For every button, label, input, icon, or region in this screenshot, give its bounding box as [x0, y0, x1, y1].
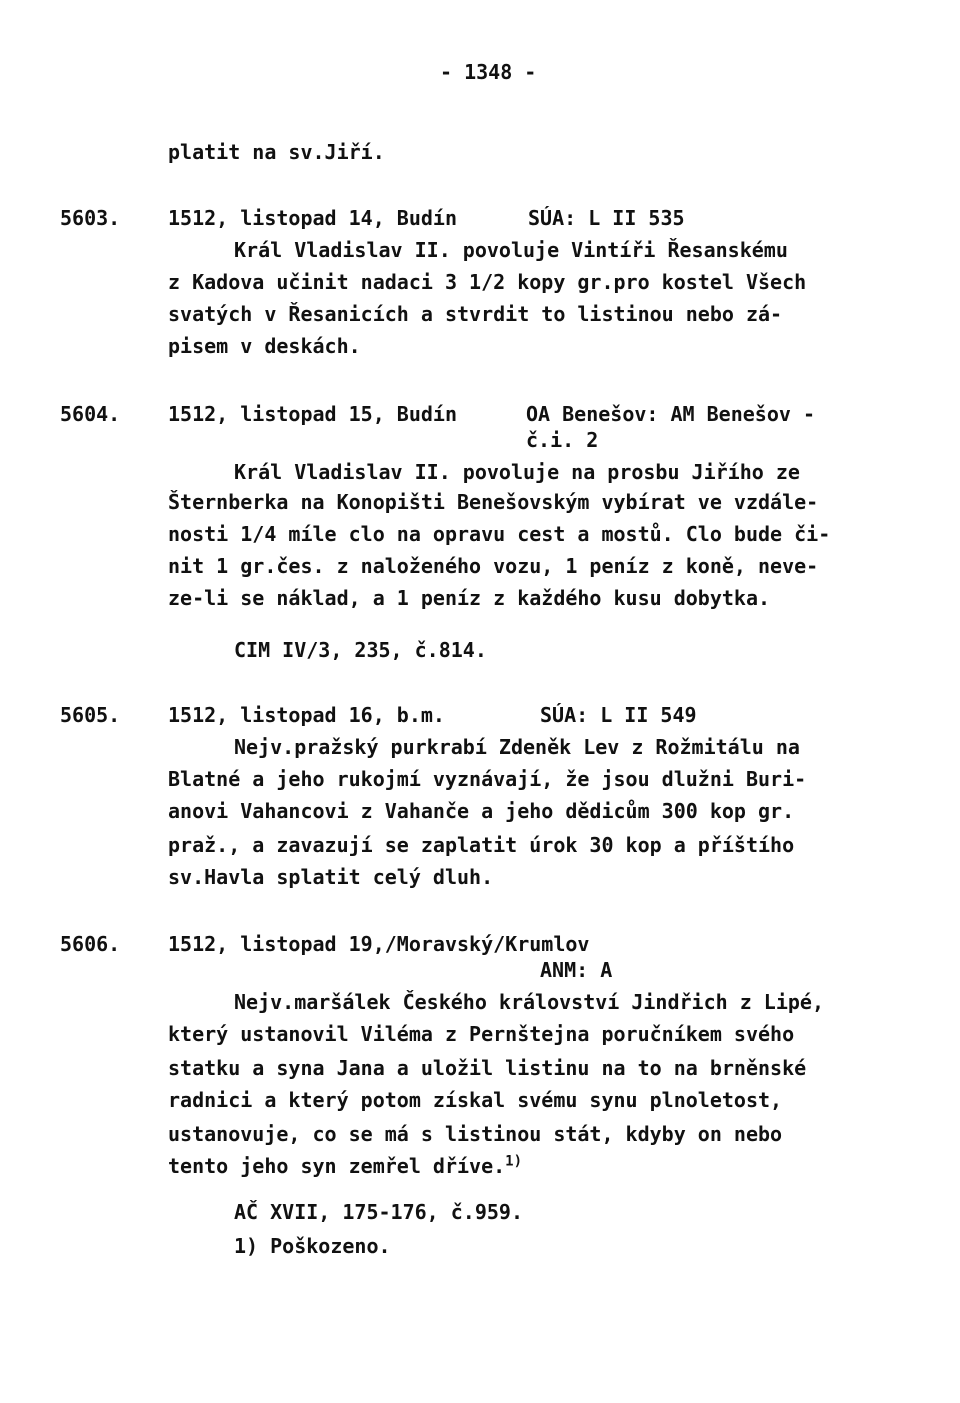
- entry-body-text: tento jeho syn zemřel dříve.: [168, 1154, 506, 1178]
- entry-citation: CIM IV/3, 235, č.814.: [234, 638, 487, 662]
- entry-header: 1512, listopad 15, Budín: [168, 402, 457, 426]
- entry-body-line: Šternberka na Konopišti Benešovským vybírat ve vzdále-: [168, 490, 819, 514]
- entry-body-line: radnici a který potom získal svému synu plnoletost,: [168, 1088, 783, 1112]
- footnote: 1) Poškozeno.: [234, 1234, 391, 1258]
- entry-body-line: Král Vladislav II. povoluje na prosbu Jiřího ze: [234, 460, 800, 484]
- entry-body-line: svatých v Řesanicích a stvrdit to listinou nebo zá-: [168, 302, 783, 326]
- entry-body-line: Král Vladislav II. povoluje Vintíři Řesanskému: [234, 238, 788, 262]
- entry-body-line: sv.Havla splatit celý dluh.: [168, 865, 494, 889]
- page-number: - 1348 -: [440, 60, 537, 84]
- entry-body-line: nosti 1/4 míle clo na opravu cest a mostů. Clo bude či-: [168, 522, 831, 546]
- entry-number: 5603.: [60, 206, 121, 230]
- entry-body-line: Blatné a jeho rukojmí vyznávají, že jsou dlužni Buri-: [168, 767, 807, 791]
- entry-source: OA Benešov: AM Benešov -: [526, 402, 815, 426]
- entry-body-line: Nejv.pražský purkrabí Zdeněk Lev z Rožmitálu na: [234, 735, 800, 759]
- entry-body-line: který ustanovil Viléma z Pernštejna poručníkem svého: [168, 1022, 795, 1046]
- entry-source: ANM: A: [540, 958, 613, 982]
- carry-over-text: platit na sv.Jiří.: [168, 140, 385, 164]
- entry-body-line: z Kadova učinit nadaci 3 1/2 kopy gr.pro kostel Všech: [168, 270, 807, 294]
- footnote-mark: 1): [505, 1153, 523, 1170]
- entry-body-line: ze-li se náklad, a 1 peníz z každého kusu dobytka.: [168, 586, 771, 610]
- entry-body-line: anovi Vahancovi z Vahanče a jeho dědicům 300 kop gr.: [168, 799, 795, 823]
- entry-source: SÚA: L II 549: [540, 703, 697, 727]
- entry-citation: AČ XVII, 175-176, č.959.: [234, 1200, 523, 1224]
- entry-body-line: Nejv.maršálek Českého království Jindřich z Lipé,: [234, 990, 825, 1014]
- entry-body-line: statku a syna Jana a uložil listinu na to na brněnské: [168, 1056, 807, 1080]
- entry-body-line: nit 1 gr.čes. z naloženého vozu, 1 peníz z koně, neve-: [168, 554, 819, 578]
- entry-source-continued: č.i. 2: [526, 428, 599, 452]
- entry-body-line-last: [168, 1154, 522, 1178]
- entry-body-line: pisem v deskách.: [168, 334, 361, 358]
- entry-header: 1512, listopad 19,/Moravský/Krumlov: [168, 932, 590, 956]
- entry-header: 1512, listopad 14, Budín: [168, 206, 457, 230]
- entry-number: 5605.: [60, 703, 121, 727]
- entry-header: 1512, listopad 16, b.m.: [168, 703, 445, 727]
- entry-body-line: ustanovuje, co se má s listinou stát, kdyby on nebo: [168, 1122, 783, 1146]
- entry-source: SÚA: L II 535: [528, 206, 685, 230]
- entry-number: 5606.: [60, 932, 121, 956]
- entry-body-line: praž., a zavazují se zaplatit úrok 30 kop a příštího: [168, 833, 795, 857]
- entry-number: 5604.: [60, 402, 121, 426]
